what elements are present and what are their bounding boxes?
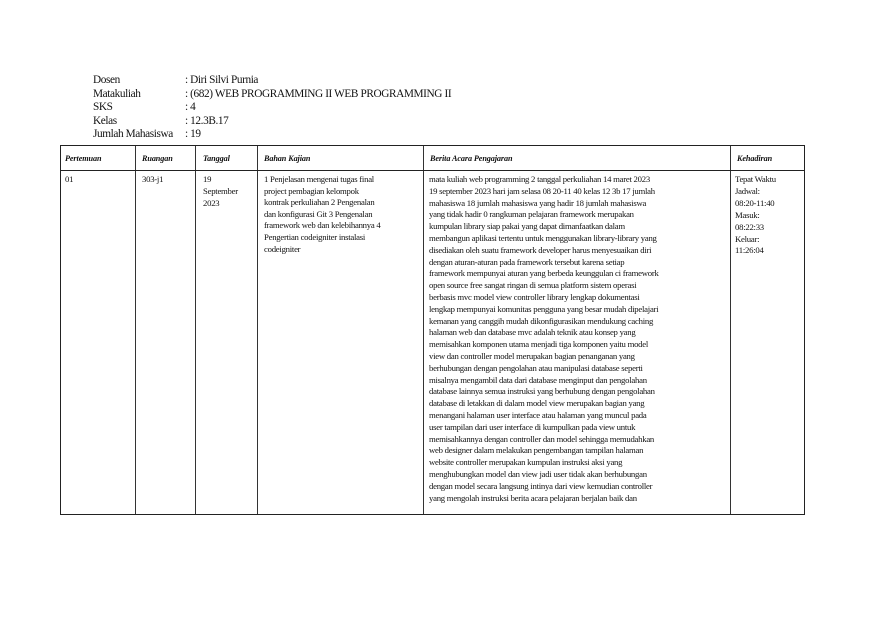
cell-line: menghubungkan model dan view jadi user tidak akan berhubungan — [429, 468, 647, 479]
cell-line: Tepat Waktu — [735, 174, 776, 184]
cell-line: 08:20-11:40 — [735, 197, 775, 208]
header-divider — [61, 170, 804, 171]
column-header-pertemuan: Pertemuan — [65, 154, 102, 163]
course-info — [93, 74, 451, 142]
cell-line: user tampilan dari user interface di kumpulkan pada view untuk — [429, 421, 636, 432]
info-label: Kelas — [93, 114, 117, 127]
cell-line: Pengertian codeigniter instalasi — [264, 231, 366, 242]
info-label: Jumlah Mahasiswa — [93, 128, 173, 141]
cell-line: mata kuliah web programming 2 tanggal perkuliahan 14 maret 2023 — [429, 174, 650, 184]
cell-line: 11:26:04 — [735, 245, 764, 256]
cell-line: 08:22:33 — [735, 221, 764, 232]
cell-line: codeigniter — [264, 243, 301, 254]
column-header-tanggal: Tanggal — [203, 154, 230, 163]
cell-line: Masuk: — [735, 209, 760, 220]
cell-line: yang tidak hadir 0 rangkuman pelajaran framework merupakan — [429, 209, 634, 220]
column-divider — [257, 146, 258, 514]
info-row-dosen — [93, 74, 451, 88]
info-value: : (682) WEB PROGRAMMING II WEB PROGRAMMING II — [185, 87, 452, 100]
cell-line: menangani halaman user interface atau halaman yang muncul pada — [429, 409, 647, 420]
cell-line: 2023 — [203, 197, 220, 208]
cell-line: berbasis mvc model view controller library lengkap dokumentasi — [429, 291, 640, 302]
cell-bahan-kajian — [264, 174, 380, 255]
column-divider — [423, 146, 424, 514]
cell-line: dengan model secara langsung intinya dari view kemudian controller — [429, 480, 653, 491]
cell-line: 19 september 2023 hari jam selasa 08 20-11 40 kelas 12 3b 17 jumlah — [429, 185, 655, 196]
cell-line: 1 Penjelasan mengenai tugas final — [264, 174, 374, 184]
info-row-kelas — [93, 115, 451, 129]
cell-line: berhubungan dengan pengolahan atau manipulasi database seperti — [429, 362, 643, 373]
cell-line: mahasiswa 18 jumlah mahasiswa yang hadir 18 jumlah mahasiswa — [429, 197, 647, 208]
cell-line: web designer dalam melakukan pengembangan tampilan halaman — [429, 445, 644, 456]
cell-kehadiran — [735, 174, 776, 257]
info-value: : Diri Silvi Purnia — [185, 74, 259, 86]
cell-line: dengan aturan-aturan pada framework tersebut karena setiap — [429, 256, 625, 267]
info-value: : 19 — [185, 128, 201, 141]
info-label: Matakuliah — [93, 87, 141, 100]
cell-line: dan konfigurasi Git 3 Pengenalan — [264, 208, 373, 219]
cell-berita-acara — [429, 174, 729, 512]
column-divider — [730, 146, 731, 514]
cell-line: yang mengolah instruksi berita acara pelajaran berjalan baik dan — [429, 492, 637, 503]
cell-line: website controller merupakan kumpulan instruksi aksi yang — [429, 457, 623, 468]
info-row-matakuliah — [93, 88, 451, 102]
info-label: Dosen — [93, 74, 120, 86]
info-value: : 4 — [185, 101, 196, 114]
cell-line: lengkap mempunyai komunitas pengguna yang besar mudah dipelajari — [429, 303, 659, 314]
cell-line: halaman web dan database mvc adalah teknik atau konsep yang — [429, 327, 636, 338]
cell-line: disediakan oleh suatu framework developer harus menyesuaikan diri — [429, 244, 652, 255]
cell-line: kontrak perkuliahan 2 Pengenalan — [264, 197, 375, 208]
cell-pertemuan: 01 — [65, 174, 74, 184]
column-divider — [135, 146, 136, 514]
cell-ruangan: 303-j1 — [142, 174, 164, 184]
cell-line: open source free sangat ringan di semua platform sistem operasi — [429, 280, 637, 291]
cell-line: Jadwal: — [735, 185, 760, 196]
cell-line: membangun aplikasi tertentu untuk menggunakan library-library yang — [429, 232, 657, 243]
cell-line: misalnya mengambil data dari database menginput dan pengolahan — [429, 374, 647, 385]
info-row-sks — [93, 101, 451, 115]
info-row-jumlah-mahasiswa — [93, 128, 451, 142]
cell-line: project pembagian kelompok — [264, 185, 359, 196]
column-header-ruangan: Ruangan — [142, 154, 173, 163]
cell-line: 19 — [203, 174, 212, 184]
column-divider — [195, 146, 196, 514]
info-value: : 12.3B.17 — [185, 114, 229, 127]
cell-line: database di letakkan di dalam model view merupakan bagian yang — [429, 398, 645, 409]
cell-line: framework mempunyai aturan yang berbeda keunggulan ci framework — [429, 268, 659, 279]
column-header-bahan-kajian: Bahan Kajian — [264, 154, 311, 163]
cell-line: Keluar: — [735, 233, 760, 244]
cell-line: September — [203, 185, 238, 196]
cell-line: framework web dan kelebihannya 4 — [264, 220, 381, 231]
attendance-table — [60, 145, 805, 515]
column-header-kehadiran: Kehadiran — [737, 154, 773, 163]
cell-line: kumpulan library siap pakai yang dapat dimanfaatkan dalam — [429, 221, 625, 232]
info-label: SKS — [93, 101, 113, 114]
cell-line: kemanan yang canggih mudah dikonfigurasikan mendukung caching — [429, 315, 654, 326]
cell-line: view dan controller model merupakan bagian penanganan yang — [429, 350, 635, 361]
cell-line: database lainnya semua instruksi yang berhubung dengan pengolahan — [429, 386, 655, 397]
cell-line: memisahkan komponen utama menjadi tiga komponen yaitu model — [429, 339, 649, 350]
column-header-berita-acara: Berita Acara Pengajaran — [430, 154, 513, 163]
cell-line: memisahkannya dengan controller dan model sehingga memudahkan — [429, 433, 655, 444]
cell-tanggal — [203, 174, 238, 209]
